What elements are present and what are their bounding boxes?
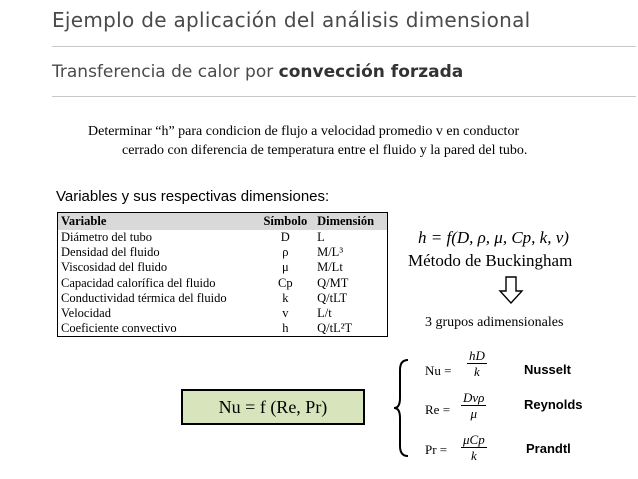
- col-header-symbol: Símbolo: [257, 213, 315, 231]
- cell-dimension: M/L³: [317, 245, 344, 260]
- cell-variable: Coeficiente convectivo: [61, 321, 177, 336]
- cell-symbol: μ: [281, 260, 289, 275]
- formula-fraction: [461, 390, 486, 421]
- function-equation: h = f(D, ρ, μ, Cp, k, v): [418, 228, 569, 247]
- formula-lhs: Nu =: [425, 363, 452, 378]
- down-arrow-outline-icon: [498, 276, 524, 304]
- formula-numerator: hD: [469, 348, 485, 363]
- cell-dimension: M/Lt: [317, 260, 343, 275]
- method-name: Método de Buckingham: [408, 251, 573, 270]
- left-brace-icon: [392, 358, 412, 458]
- cell-variable: Diámetro del tubo: [61, 230, 152, 245]
- problem-statement: [88, 122, 628, 160]
- group-name-reynolds: Reynolds: [524, 397, 583, 412]
- table-header-row: [58, 213, 388, 231]
- variables-table: [57, 212, 388, 337]
- group-name-nusselt: Nusselt: [524, 362, 571, 377]
- cell-dimension: Q/tLT: [317, 290, 348, 305]
- nusselt-relation-box: Nu = f (Re, Pr): [181, 389, 365, 425]
- slide-title: Ejemplo de aplicación del análisis dimensional: [52, 8, 531, 32]
- formula-numerator: Dvρ: [463, 390, 485, 405]
- problem-line-2: cerrado con diferencia de temperatura entre el fluido y la pared del tubo.: [122, 143, 528, 158]
- cell-dimension: L/t: [317, 306, 332, 321]
- col-header-dimension: Dimensión: [314, 213, 387, 231]
- cell-symbol: k: [282, 290, 289, 305]
- cell-symbol: D: [280, 230, 290, 245]
- groups-label: 3 grupos adimensionales: [425, 315, 564, 330]
- formula-numerator: μCp: [463, 432, 485, 447]
- group-name-prandtl: Prandtl: [526, 441, 571, 456]
- problem-line-1: Determinar “h” para condicion de flujo a velocidad promedio v en conductor: [88, 124, 520, 139]
- cell-variable: Densidad del fluido: [61, 245, 160, 260]
- formula-fraction: [467, 348, 487, 379]
- formula-lhs: Pr =: [425, 442, 448, 457]
- table-row: [58, 260, 388, 275]
- table-row: [58, 276, 388, 291]
- formula-denominator: μ: [470, 406, 477, 421]
- subtitle-bold: convección forzada: [278, 62, 464, 82]
- col-header-variable: Variable: [58, 213, 257, 231]
- title-divider: [52, 46, 636, 47]
- table-row: [58, 321, 388, 337]
- cell-symbol: Cp: [278, 275, 293, 290]
- cell-variable: Viscosidad del fluido: [61, 260, 168, 275]
- table-row: [58, 245, 388, 260]
- table-row: [58, 291, 388, 306]
- slide-subtitle: [52, 62, 463, 82]
- subtitle-prefix: Transferencia de calor por: [52, 62, 279, 82]
- table-row: [58, 306, 388, 321]
- cell-variable: Capacidad calorífica del fluido: [61, 275, 216, 290]
- cell-variable: Conductividad térmica del fluido: [61, 290, 227, 305]
- cell-variable: Velocidad: [61, 306, 111, 321]
- formula-denominator: k: [474, 364, 480, 379]
- cell-symbol: v: [282, 306, 289, 321]
- subtitle-divider: [52, 96, 636, 97]
- cell-dimension: Q/MT: [317, 275, 349, 290]
- cell-dimension: Q/tL²T: [317, 321, 353, 336]
- cell-symbol: h: [282, 321, 289, 336]
- table-row: [58, 230, 388, 245]
- cell-dimension: L: [317, 230, 325, 245]
- variables-heading: Variables y sus respectivas dimensiones:: [56, 188, 330, 205]
- formula-fraction: [461, 432, 487, 463]
- formula-denominator: k: [470, 448, 477, 463]
- cell-symbol: ρ: [282, 245, 289, 260]
- formula-lhs: Re =: [425, 402, 451, 417]
